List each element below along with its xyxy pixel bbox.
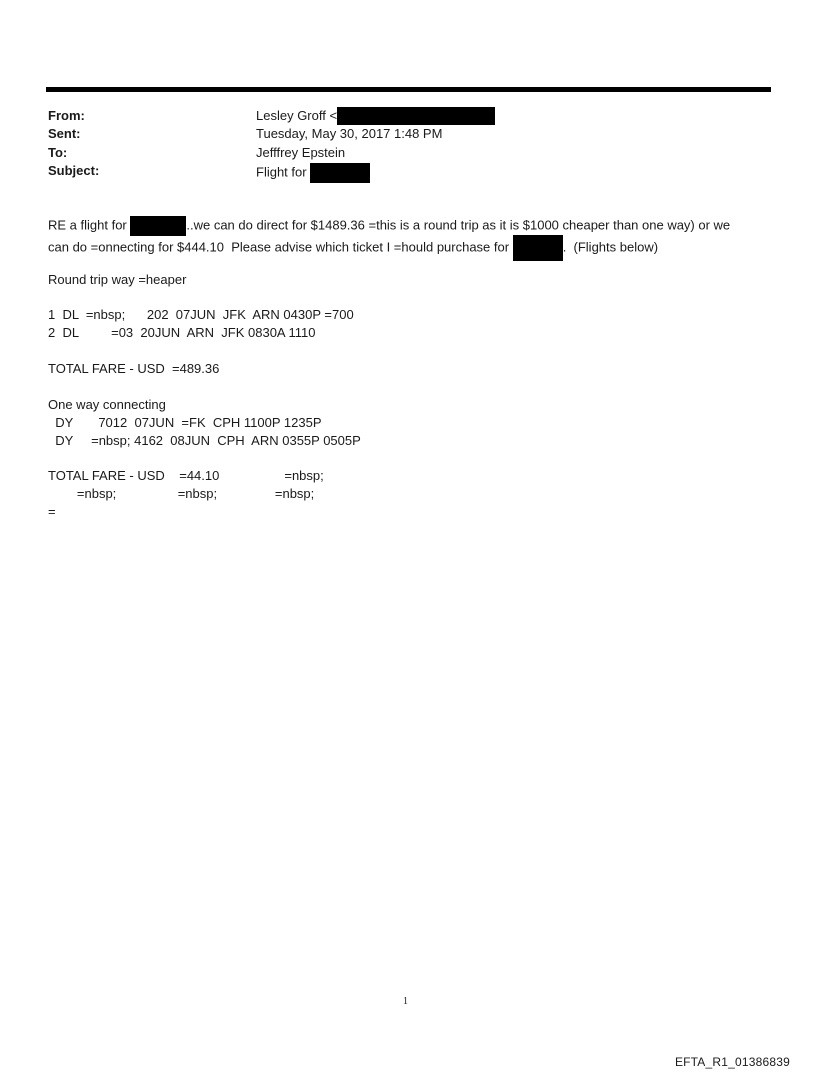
body-text: ..we can do direct for $1489.36 =this is a round trip as it is $1000 cheaper than one way) or we: [186, 217, 731, 233]
document-id: EFTA_R1_01386839: [674, 1055, 790, 1069]
flight-line: DY 7012 07JUN =FK CPH 1100P 1235P: [48, 415, 322, 430]
redaction-box: [130, 216, 186, 236]
sent-label: Sent:: [48, 126, 81, 141]
one-way-heading: One way connecting: [48, 397, 166, 412]
subject-label: Subject:: [48, 163, 100, 178]
body-line: =nbsp; =nbsp; =nbsp;: [48, 486, 315, 501]
body-paragraph-cont: [48, 235, 788, 261]
redaction-box: [310, 163, 370, 183]
body-text: . (Flights below): [562, 239, 659, 255]
page-number: 1: [403, 996, 408, 1007]
redaction-box: [337, 107, 495, 125]
body-text: can do =onnecting for $444.10 Please advise which ticket I =hould purchase for: [48, 239, 513, 255]
body-paragraph: [48, 216, 788, 236]
flight-line: DY =nbsp; 4162 08JUN CPH ARN 0355P 0505P: [48, 433, 361, 448]
total-fare: TOTAL FARE - USD =44.10 =nbsp;: [48, 468, 324, 483]
total-fare: TOTAL FARE - USD =489.36: [48, 361, 220, 376]
subject-text: Flight for: [256, 164, 311, 180]
flight-line: 2 DL =03 20JUN ARN JFK 0830A 1110: [48, 325, 316, 340]
flight-line: 1 DL =nbsp; 202 07JUN JFK ARN 0430P =700: [48, 307, 354, 322]
from-value: [256, 108, 495, 125]
round-trip-heading: Round trip way =heaper: [48, 272, 187, 287]
to-label: To:: [48, 145, 68, 160]
from-name: Lesley Groff <: [256, 108, 338, 123]
redaction-box: [513, 235, 563, 261]
body-line: =: [48, 504, 56, 519]
subject-value: [256, 163, 370, 183]
to-value: Jefffrey Epstein: [256, 145, 346, 160]
from-label: From:: [48, 108, 85, 123]
sent-value: Tuesday, May 30, 2017 1:48 PM: [256, 126, 443, 141]
header-rule: [46, 87, 771, 92]
body-text: RE a flight for: [48, 217, 131, 233]
